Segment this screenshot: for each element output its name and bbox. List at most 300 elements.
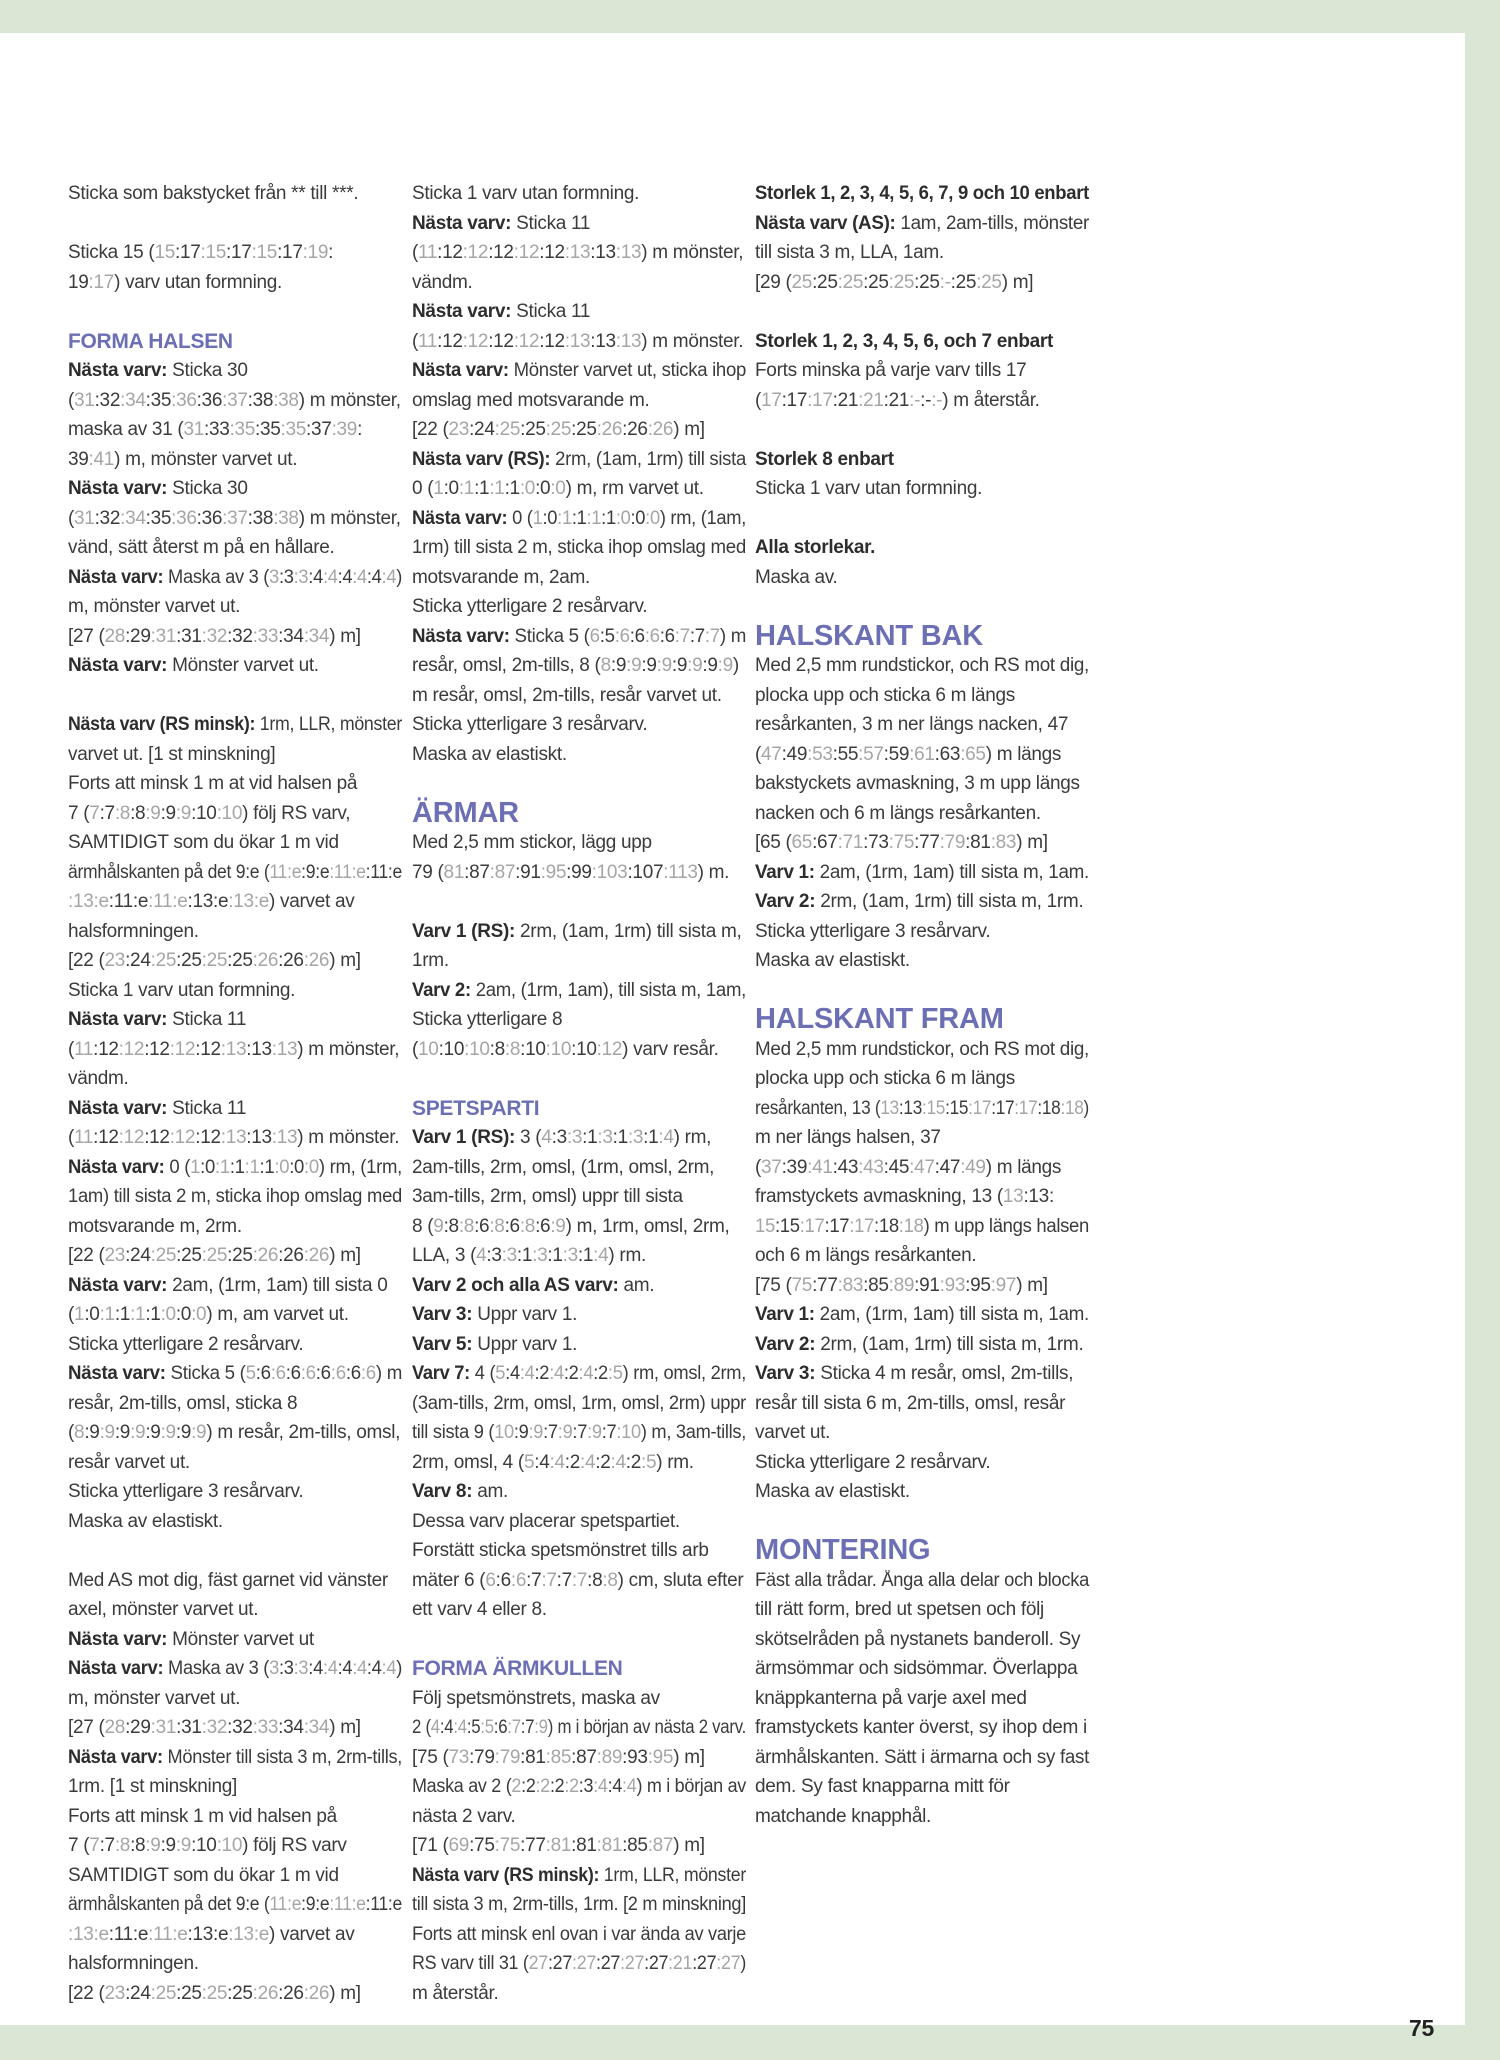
section-heading: HALSKANT FRAM [755, 1003, 1004, 1035]
text-segment: :34 [278, 625, 304, 647]
text-segment: Sticka ytterligare 3 resårvarv. [412, 714, 648, 735]
text-segment: 1rm. [412, 950, 449, 971]
text-segment: :17 [175, 242, 201, 263]
text-line [68, 533, 335, 563]
text-line [412, 1005, 562, 1035]
text-segment: :4 [366, 566, 382, 588]
text-line [68, 1389, 297, 1419]
text-line [412, 1536, 709, 1566]
size-number-muted: 11 [418, 242, 438, 263]
size-number-muted: :10 [216, 1835, 243, 1856]
text-segment: :25 [950, 271, 977, 293]
size-number-muted: :0 [615, 507, 631, 529]
size-number-muted: :34 [120, 389, 146, 411]
size-number-muted: :21 [858, 389, 884, 411]
size-number-muted: :35 [280, 419, 307, 440]
text-line [68, 1802, 337, 1832]
text-line [412, 1271, 654, 1301]
text-segment: ) varvet av [269, 891, 355, 912]
text-segment: :0 [289, 1156, 305, 1178]
text-line [68, 1330, 303, 1360]
text-line [68, 415, 362, 445]
text-line [412, 445, 746, 475]
text-segment: Forts att minsk enl ovan i var ända av varje [412, 1923, 746, 1945]
size-number-muted: :79 [494, 1746, 521, 1768]
size-number-muted: 73 [448, 1746, 470, 1768]
text-segment: halsformningen. [68, 1953, 199, 1974]
text-segment: :9 [671, 655, 688, 676]
bold-label: Nästa varv: [68, 1274, 168, 1296]
size-number-muted: :13 [564, 330, 591, 352]
text-segment: 2 ( [412, 1717, 431, 1738]
bold-label: Nästa varv: [412, 212, 512, 234]
text-segment: Uppr varv 1. [472, 1333, 578, 1355]
size-number-muted: :3 [501, 1245, 517, 1266]
bold-label: Nästa varv (AS): [755, 212, 896, 234]
text-segment: 2am-tills, 2rm, omsl, (1rm, omsl, 2rm, [412, 1156, 715, 1178]
text-line [68, 769, 357, 799]
size-number-muted: :4 [622, 1776, 637, 1797]
text-line [68, 917, 199, 947]
bold-label: Varv 8: [412, 1481, 473, 1502]
text-segment: :6 [474, 1215, 490, 1237]
size-number-muted: :26 [647, 419, 674, 440]
text-line [412, 917, 741, 947]
size-number-muted: :3 [627, 1127, 644, 1148]
size-number-muted: :9 [130, 1422, 146, 1443]
text-segment: :8 [443, 1215, 459, 1237]
size-number-muted: :0 [550, 478, 566, 499]
text-segment: plocka upp och sticka 6 m längs [755, 1068, 1016, 1089]
text-segment: [75 ( [755, 1274, 792, 1296]
text-segment: :7 [99, 1835, 115, 1856]
text-line [412, 238, 743, 268]
text-segment: till sista 9 ( [412, 1422, 495, 1443]
text-line [412, 1418, 746, 1448]
text-line [412, 415, 705, 445]
text-line [755, 1212, 1089, 1242]
text-line [68, 799, 350, 829]
text-segment: :7 [526, 1569, 542, 1591]
text-line [412, 710, 647, 740]
text-line [68, 1271, 388, 1301]
text-segment: Forts minska på varje varv tills 17 [755, 360, 1027, 381]
text-segment: ) m] [1001, 271, 1034, 293]
text-segment: ärmsömmar och sidsömmar. Överlappa [755, 1658, 1078, 1679]
text-segment: ) m] [329, 1982, 361, 2004]
text-line [755, 445, 894, 475]
text-segment: :11:e [108, 1923, 149, 1945]
text-segment: :10 [438, 1038, 465, 1060]
text-segment: resår, omsl, 2m-tills, 8 ( [412, 655, 601, 676]
size-number-muted: 69 [448, 1835, 470, 1856]
text-line [68, 1772, 237, 1802]
size-number-muted: :32 [201, 625, 228, 647]
size-number-muted: 3 [269, 1658, 279, 1679]
text-segment: :0 [542, 507, 558, 529]
text-segment: vändm. [68, 1068, 129, 1089]
text-segment: 0 ( [412, 478, 434, 499]
text-line [412, 297, 590, 327]
text-segment: ( [68, 1422, 75, 1443]
size-number-muted: :8 [519, 1215, 536, 1237]
paragraph-gap [755, 592, 1124, 622]
text-line [412, 622, 746, 652]
size-number-muted: :2 [564, 1776, 579, 1797]
text-line [755, 769, 1080, 799]
text-segment: :12 [93, 1038, 119, 1060]
text-segment: :3 [551, 1127, 567, 1148]
text-segment: Sticka 1 varv utan formning. [755, 478, 983, 499]
text-segment: :25 [914, 271, 940, 293]
text-line [412, 1566, 743, 1596]
text-line [68, 1182, 402, 1212]
text-segment: [27 ( [68, 625, 105, 647]
text-segment: Sticka ytterligare 3 resårvarv. [755, 920, 991, 942]
text-segment: 1rm, LLR, mönster [255, 714, 402, 735]
size-number-muted: :9 [550, 1215, 566, 1237]
paragraph-gap [68, 681, 430, 711]
size-number-muted: :8 [504, 1038, 521, 1060]
text-segment: Forstätt sticka spetsmönstret tills arb [412, 1540, 709, 1561]
bold-label: Nästa varv: [68, 1097, 168, 1119]
size-number-muted: :4 [352, 566, 367, 588]
text-segment: skötselråden på nystanets banderoll. Sy [755, 1628, 1081, 1650]
text-segment: 1am) till sista 2 m, sticka ihop omslag med [68, 1186, 402, 1207]
text-segment: :4 [534, 1451, 550, 1473]
text-segment: :63 [934, 743, 961, 765]
size-number-muted: :9 [145, 802, 161, 824]
text-segment: :5 [599, 625, 615, 647]
size-number-muted: :47 [909, 1156, 935, 1178]
text-segment: :1 [259, 1156, 275, 1178]
text-segment: Maska av 2 ( [412, 1776, 512, 1797]
text-segment: plocka upp och sticka 6 m längs [755, 684, 1016, 706]
text-line [68, 1831, 347, 1861]
text-segment: ) rm, (1am, [659, 507, 746, 529]
text-line [755, 887, 1083, 917]
text-segment: :- [920, 389, 932, 411]
size-number-muted: :0 [160, 1304, 176, 1325]
size-number-muted: :89 [888, 1274, 915, 1296]
text-line [68, 1035, 399, 1065]
bold-label: Varv 1: [755, 861, 815, 883]
text-segment: ) rm, (1rm, [318, 1156, 402, 1178]
text-segment: :17 [781, 389, 808, 411]
text-segment: 1rm. [1 st minskning] [68, 1776, 237, 1797]
text-segment: :1 [577, 1245, 594, 1266]
size-number-muted: :25 [150, 1245, 177, 1266]
text-line [755, 1035, 1089, 1065]
size-number-muted: :87 [489, 861, 516, 883]
text-segment: 2am, (1rm, 1am) till sista 0 [167, 1274, 388, 1296]
size-number-muted: :4 [381, 566, 397, 588]
text-segment: Maska av. [755, 566, 838, 588]
text-segment: dem. Sy fast knapparna mitt för [755, 1776, 1010, 1797]
text-segment: :2 [521, 1776, 536, 1797]
text-segment: motsvarande m, 2am. [412, 566, 591, 588]
text-line [68, 474, 248, 504]
size-number-muted: :17 [799, 1215, 825, 1237]
text-line [755, 1182, 1054, 1212]
text-line [755, 828, 1048, 858]
text-line [412, 1595, 547, 1625]
size-number-muted: :31 [150, 625, 177, 647]
text-segment: :6 [535, 1215, 551, 1237]
text-line [412, 1153, 714, 1183]
size-number-muted: 7 [89, 802, 100, 824]
size-number-muted: :15 [251, 242, 278, 263]
text-line [755, 1094, 1089, 1124]
size-number-muted: :7 [674, 625, 690, 647]
text-line [412, 209, 590, 239]
text-line [68, 1595, 258, 1625]
text-segment: Sticka 5 ( [165, 1363, 246, 1384]
text-segment: ) m längs [985, 743, 1062, 765]
text-segment: :7 [601, 1422, 617, 1443]
size-number-muted: 47 [761, 743, 782, 765]
size-number-muted: :2 [535, 1776, 550, 1797]
text-segment: :9 [160, 1835, 176, 1856]
size-number-muted: :1 [489, 478, 505, 499]
size-number-muted: 75 [791, 1274, 813, 1296]
text-segment: motsvarande m, 2rm. [68, 1215, 242, 1237]
size-number-muted: :10 [545, 1038, 572, 1060]
text-segment: :1 [571, 507, 587, 529]
paragraph-gap [755, 976, 1124, 1006]
text-line [755, 1595, 1044, 1625]
text-segment: ) [740, 1953, 746, 1974]
size-number-muted: :33 [252, 1717, 279, 1738]
text-segment: :75 [469, 1835, 495, 1856]
size-number-muted: :10 [216, 802, 243, 824]
text-segment: [29 ( [755, 271, 792, 293]
text-segment: :1 [504, 478, 520, 499]
text-segment: ärmhålskanten på det 9:e ( [68, 1894, 270, 1915]
size-number-muted: :34 [303, 1717, 330, 1738]
text-line [68, 1861, 339, 1891]
text-segment: Sticka 30 [167, 478, 248, 499]
bold-label: Nästa varv: [412, 301, 512, 322]
text-segment: :9 [702, 655, 718, 676]
size-number-muted: :13 [220, 1038, 247, 1060]
text-segment: ( [755, 743, 762, 765]
text-line [412, 1359, 746, 1389]
text-segment: 2rm, omsl, 4 ( [412, 1451, 524, 1473]
text-segment: :38 [247, 389, 274, 411]
size-number-muted: :27 [620, 1953, 645, 1974]
text-line [755, 1241, 976, 1271]
size-number-muted: :17 [88, 271, 115, 293]
text-segment: :12 [539, 330, 565, 352]
text-segment: :6 [629, 625, 645, 647]
size-number-muted: :15 [921, 1097, 946, 1119]
size-number-muted: :3 [562, 1245, 578, 1266]
text-segment: Med 2,5 mm rundstickor, och RS mot dig, [755, 1038, 1089, 1060]
text-line [68, 356, 248, 386]
size-number-muted: 4 [541, 1127, 552, 1148]
text-line [755, 858, 1089, 888]
size-number-muted: :3 [293, 1658, 309, 1679]
text-segment: Mönster varvet ut [167, 1628, 314, 1650]
text-segment: ) m] [1016, 832, 1048, 853]
size-number-muted: :81 [545, 1835, 572, 1856]
text-segment: :11:e [365, 861, 402, 883]
text-segment: :6 [255, 1363, 271, 1384]
size-number-muted: 5 [523, 1451, 535, 1473]
text-segment: :31 [176, 1717, 202, 1738]
bold-label: Nästa varv (RS minsk): [68, 714, 256, 735]
text-segment: Forts att minsk 1 m at vid halsen på [68, 773, 358, 794]
text-segment: ) m resår, 2m-tills, omsl, [206, 1422, 401, 1443]
text-segment: :107 [627, 861, 664, 883]
text-segment: varvet ut. [755, 1422, 831, 1443]
text-segment: am. [472, 1481, 508, 1502]
text-segment: :9 [145, 1422, 161, 1443]
text-segment: :1 [516, 1245, 533, 1266]
size-number-muted: 5 [495, 1363, 506, 1384]
text-segment: :7 [520, 1717, 535, 1738]
text-segment: :10 [191, 802, 217, 824]
size-number-muted: :1 [244, 1156, 260, 1178]
size-number-muted: 31 [74, 389, 95, 411]
text-line [412, 651, 739, 681]
text-line [755, 1389, 1065, 1419]
text-segment: :25 [520, 419, 546, 440]
section-heading: FORMA ÄRMKULLEN [412, 1657, 623, 1680]
text-segment: ) m upp längs halsen [923, 1215, 1089, 1237]
text-segment: bakstyckets avmaskning, 3 m upp längs [755, 773, 1080, 794]
text-segment: Sticka 11 [511, 212, 591, 234]
size-number-muted: 23 [104, 1245, 126, 1266]
paragraph-gap [68, 209, 430, 239]
text-segment: ( [755, 1156, 762, 1178]
size-number-muted: :8 [114, 802, 131, 824]
size-number-muted: :6 [360, 1363, 376, 1384]
bold-label: Varv 7: [412, 1363, 470, 1384]
text-segment: Mönster varvet ut. [167, 655, 319, 676]
size-number-muted: 13 [880, 1097, 899, 1119]
size-number-muted: :9 [656, 655, 672, 676]
size-number-muted: :95 [647, 1746, 674, 1768]
size-number-muted: :13:e [68, 891, 109, 912]
text-segment: :8 [587, 1569, 603, 1591]
text-segment: :9 [610, 655, 627, 676]
size-number-muted: 15 [755, 1215, 775, 1237]
text-line [412, 1389, 746, 1419]
text-segment: ) [1083, 1097, 1089, 1119]
text-segment: :13 [590, 242, 616, 263]
size-number-muted: :57 [858, 743, 884, 765]
size-number-muted: :81 [596, 1835, 623, 1856]
text-segment: :49 [781, 743, 808, 765]
size-number-muted: :36 [171, 507, 197, 529]
size-number-muted: :41 [807, 1156, 833, 1178]
size-number-muted: :37 [222, 389, 248, 411]
text-line [412, 1802, 515, 1832]
text-segment: :4 [337, 1658, 353, 1679]
text-segment: axel, mönster varvet ut. [68, 1599, 259, 1620]
text-segment: :12 [195, 1127, 221, 1148]
size-number-muted: 11 [418, 330, 438, 352]
size-number-muted: 1 [74, 1304, 85, 1325]
text-line [412, 1772, 746, 1802]
text-segment: :15 [945, 1097, 969, 1119]
paragraph-gap [68, 297, 430, 327]
text-segment: :0 [200, 1156, 215, 1178]
text-segment: ( [68, 389, 75, 411]
text-segment: ) rm, [673, 1127, 712, 1148]
text-segment: ) m mönster, [641, 242, 744, 263]
size-number-muted: :26 [303, 1982, 330, 2004]
size-number-muted: :9 [99, 1422, 115, 1443]
size-number-muted: 31 [183, 419, 204, 440]
text-segment: :81 [520, 1746, 546, 1768]
size-number-muted: 28 [104, 625, 126, 647]
size-number-muted: :37 [222, 507, 248, 529]
bold-label: Nästa varv: [68, 1009, 168, 1030]
text-segment: [75 ( [412, 1746, 449, 1768]
text-segment: [71 ( [412, 1835, 449, 1856]
text-segment: :45 [883, 1156, 910, 1178]
size-number-muted: :97 [990, 1274, 1017, 1296]
size-number-muted: :6 [270, 1363, 286, 1384]
text-line [68, 1094, 246, 1124]
text-segment: :12 [488, 330, 514, 352]
size-number-muted: :7 [571, 1569, 588, 1591]
text-segment: LLA, 3 ( [412, 1245, 477, 1266]
column-right [755, 179, 1124, 1831]
size-number-muted: :17 [1014, 1097, 1038, 1119]
text-segment: :24 [469, 419, 495, 440]
text-line [755, 563, 837, 593]
text-segment: : [328, 242, 334, 263]
text-segment: :47 [934, 1156, 961, 1178]
text-segment: [22 ( [412, 419, 449, 440]
text-segment: [27 ( [68, 1717, 105, 1738]
size-number-muted: 23 [104, 1982, 126, 2004]
text-line [68, 445, 297, 475]
text-segment: Maska av elastiskt. [755, 1481, 910, 1502]
text-segment: :2 [534, 1363, 550, 1384]
text-segment: :13:e [187, 891, 229, 912]
text-segment: :2 [625, 1451, 641, 1473]
bold-label: Nästa varv: [412, 507, 508, 529]
text-line [68, 710, 402, 740]
text-line [755, 1654, 1077, 1684]
text-segment: ) rm. [608, 1245, 646, 1266]
text-line [68, 622, 361, 652]
text-segment: :31 [176, 625, 202, 647]
text-line [755, 1802, 931, 1832]
text-segment: 79 ( [412, 861, 444, 883]
text-line [68, 1005, 246, 1035]
text-segment: :12 [144, 1127, 170, 1148]
size-number-muted: :83 [990, 832, 1017, 853]
text-line [412, 1861, 746, 1891]
size-number-muted: :9 [175, 1835, 192, 1856]
size-number-muted: :113 [663, 861, 698, 883]
text-segment: 2rm, (1am, 1rm) till sista m, [515, 920, 742, 942]
text-segment: 3 ( [515, 1127, 542, 1148]
text-segment: :4 [505, 1363, 520, 1384]
text-segment: ) m mönster. [641, 330, 744, 352]
text-segment: :2 [563, 1363, 579, 1384]
size-number-muted: :0 [274, 1156, 290, 1178]
text-line [412, 1949, 746, 1979]
text-segment: :17 [277, 242, 303, 263]
text-segment: :4 [308, 566, 323, 588]
